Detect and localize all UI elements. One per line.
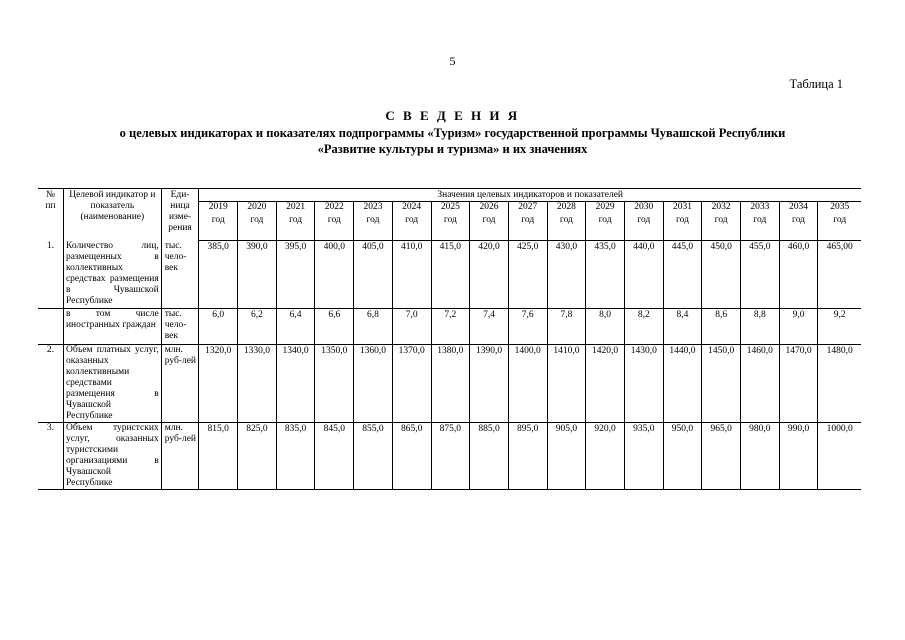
- row-value-2026: 1390,0: [470, 345, 509, 423]
- row-value-2022: 400,0: [315, 241, 354, 309]
- row-value-2034: 990,0: [779, 423, 818, 490]
- header-num-text: № пп: [45, 190, 56, 211]
- row-value-2032: 8,6: [702, 309, 741, 345]
- header-year-2028: [547, 202, 586, 241]
- row-value-2031: 8,4: [663, 309, 702, 345]
- row-value-2032: 1450,0: [702, 345, 741, 423]
- header-year-2035: [818, 202, 861, 241]
- row-unit: тыс. чело-век: [161, 309, 199, 345]
- header-year-value: 2022: [324, 202, 344, 212]
- header-year-word: год: [753, 215, 767, 225]
- row-value-2033: 8,8: [741, 309, 780, 345]
- row-value-2020: 6,2: [238, 309, 277, 345]
- row-value-2021: 1340,0: [276, 345, 315, 423]
- row-number: 2.: [38, 345, 63, 423]
- header-year-word: год: [675, 215, 689, 225]
- header-year-word: год: [714, 215, 728, 225]
- row-value-2019: 1320,0: [199, 345, 238, 423]
- row-value-2032: 965,0: [702, 423, 741, 490]
- row-value-2025: 7,2: [431, 309, 470, 345]
- row-value-2025: 1380,0: [431, 345, 470, 423]
- row-value-2030: 935,0: [624, 423, 663, 490]
- header-year-2032: [702, 202, 741, 241]
- header-year-value: 2033: [750, 202, 770, 212]
- row-unit: тыс. чело-век: [161, 241, 199, 309]
- header-year-value: 2027: [518, 202, 538, 212]
- row-value-2024: 410,0: [392, 241, 431, 309]
- row-value-2035: 1480,0: [818, 345, 861, 423]
- header-year-2026: [470, 202, 509, 241]
- row-value-2031: 445,0: [663, 241, 702, 309]
- row-unit: млн. руб-лей: [161, 345, 199, 423]
- row-value-2020: 825,0: [238, 423, 277, 490]
- header-year-2019: [199, 202, 238, 241]
- row-value-2027: 425,0: [508, 241, 547, 309]
- header-year-value: 2021: [286, 202, 306, 212]
- header-indicator-text: Целевой индикатор и показатель (наименование): [69, 190, 156, 222]
- document-subtitle: [0, 125, 905, 157]
- header-year-word: год: [637, 215, 651, 225]
- row-value-2032: 450,0: [702, 241, 741, 309]
- header-year-word: год: [833, 215, 847, 225]
- table-row: [38, 345, 861, 423]
- row-value-2028: 430,0: [547, 241, 586, 309]
- row-value-2028: 905,0: [547, 423, 586, 490]
- row-indicator-name: Объем платных услуг, оказанных коллективными средствами размещения в Чувашской Республике: [63, 345, 161, 423]
- header-unit: [161, 189, 199, 241]
- row-value-2033: 455,0: [741, 241, 780, 309]
- row-value-2035: 9,2: [818, 309, 861, 345]
- row-value-2027: 1400,0: [508, 345, 547, 423]
- row-value-2020: 1330,0: [238, 345, 277, 423]
- row-value-2020: 390,0: [238, 241, 277, 309]
- row-value-2024: 865,0: [392, 423, 431, 490]
- header-year-2023: [354, 202, 393, 241]
- row-unit: млн. руб-лей: [161, 423, 199, 490]
- subtitle-line-1: о целевых индикаторах и показателях подпрограммы «Туризм» государственной программы Чувашской Республики: [119, 126, 786, 140]
- header-indicator: [63, 189, 161, 241]
- header-year-value: 2026: [479, 202, 499, 212]
- row-value-2034: 460,0: [779, 241, 818, 309]
- row-value-2034: 1470,0: [779, 345, 818, 423]
- row-value-2031: 1440,0: [663, 345, 702, 423]
- subtitle-line-2: «Развитие культуры и туризма» и их значениях: [317, 142, 588, 156]
- row-value-2033: 980,0: [741, 423, 780, 490]
- header-year-2027: [508, 202, 547, 241]
- table-label: Таблица 1: [789, 77, 843, 91]
- header-year-2033: [741, 202, 780, 241]
- indicators-table: [38, 188, 861, 490]
- row-value-2019: 815,0: [199, 423, 238, 490]
- header-year-value: 2020: [247, 202, 267, 212]
- row-value-2034: 9,0: [779, 309, 818, 345]
- header-year-2024: [392, 202, 431, 241]
- table-row: [38, 423, 861, 490]
- row-value-2031: 950,0: [663, 423, 702, 490]
- header-values-group-text: Значения целевых индикаторов и показателей: [437, 190, 623, 200]
- header-year-2034: [779, 202, 818, 241]
- header-year-2029: [586, 202, 625, 241]
- row-value-2029: 920,0: [586, 423, 625, 490]
- header-year-2020: [238, 202, 277, 241]
- row-value-2029: 1420,0: [586, 345, 625, 423]
- header-year-value: 2034: [789, 202, 809, 212]
- row-value-2029: 8,0: [586, 309, 625, 345]
- header-year-value: 2031: [672, 202, 692, 212]
- row-value-2019: 6,0: [199, 309, 238, 345]
- header-year-2025: [431, 202, 470, 241]
- row-value-2025: 415,0: [431, 241, 470, 309]
- header-unit-text: Еди-ница изме-рения: [168, 190, 192, 233]
- header-year-2021: [276, 202, 315, 241]
- row-value-2030: 440,0: [624, 241, 663, 309]
- row-value-2022: 1350,0: [315, 345, 354, 423]
- row-value-2024: 1370,0: [392, 345, 431, 423]
- row-value-2028: 7,8: [547, 309, 586, 345]
- row-value-2019: 385,0: [199, 241, 238, 309]
- table-body: [38, 241, 861, 490]
- header-year-word: год: [405, 215, 419, 225]
- header-year-word: год: [250, 215, 264, 225]
- row-number: 1.: [38, 241, 63, 309]
- row-value-2029: 435,0: [586, 241, 625, 309]
- header-year-value: 2035: [830, 202, 850, 212]
- row-indicator-name: в том числе иностранных граждан: [63, 309, 161, 345]
- header-year-word: год: [327, 215, 341, 225]
- row-value-2026: 420,0: [470, 241, 509, 309]
- row-value-2022: 6,6: [315, 309, 354, 345]
- header-year-value: 2030: [634, 202, 654, 212]
- row-value-2023: 405,0: [354, 241, 393, 309]
- header-year-word: год: [521, 215, 535, 225]
- row-indicator-name: Объем туристских услуг, оказанных туристскими организациями в Чувашской Республике: [63, 423, 161, 490]
- header-year-2022: [315, 202, 354, 241]
- header-year-value: 2019: [208, 202, 228, 212]
- header-year-value: 2032: [711, 202, 731, 212]
- header-year-word: год: [443, 215, 457, 225]
- header-year-word: год: [289, 215, 303, 225]
- row-value-2021: 395,0: [276, 241, 315, 309]
- header-year-value: 2024: [402, 202, 422, 212]
- row-value-2030: 1430,0: [624, 345, 663, 423]
- header-year-2031: [663, 202, 702, 241]
- row-value-2027: 895,0: [508, 423, 547, 490]
- header-year-2030: [624, 202, 663, 241]
- row-value-2030: 8,2: [624, 309, 663, 345]
- table-row: [38, 309, 861, 345]
- row-value-2033: 1460,0: [741, 345, 780, 423]
- page-number: 5: [449, 54, 456, 68]
- document-title: С В Е Д Е Н И Я: [385, 108, 520, 123]
- header-year-word: год: [792, 215, 806, 225]
- header-year-word: год: [366, 215, 380, 225]
- row-value-2027: 7,6: [508, 309, 547, 345]
- header-year-value: 2029: [595, 202, 615, 212]
- row-value-2023: 6,8: [354, 309, 393, 345]
- header-year-word: год: [211, 215, 225, 225]
- row-value-2021: 835,0: [276, 423, 315, 490]
- row-value-2035: 465,00: [818, 241, 861, 309]
- row-indicator-name: Количество лиц, размещенных в коллективных средствах размещения в Чувашской Республике: [63, 241, 161, 309]
- header-year-word: год: [482, 215, 496, 225]
- header-num: [38, 189, 63, 241]
- header-year-value: 2023: [363, 202, 383, 212]
- row-value-2023: 1360,0: [354, 345, 393, 423]
- row-value-2026: 7,4: [470, 309, 509, 345]
- row-value-2022: 845,0: [315, 423, 354, 490]
- row-value-2035: 1000,0: [818, 423, 861, 490]
- row-number: 3.: [38, 423, 63, 490]
- header-year-word: год: [598, 215, 612, 225]
- header-year-word: год: [559, 215, 573, 225]
- row-value-2025: 875,0: [431, 423, 470, 490]
- table-row: [38, 241, 861, 309]
- row-value-2023: 855,0: [354, 423, 393, 490]
- row-value-2026: 885,0: [470, 423, 509, 490]
- row-value-2021: 6,4: [276, 309, 315, 345]
- row-value-2024: 7,0: [392, 309, 431, 345]
- row-value-2028: 1410,0: [547, 345, 586, 423]
- header-values-group: [199, 189, 861, 202]
- header-year-value: 2025: [440, 202, 460, 212]
- header-row-1: [38, 189, 861, 202]
- header-year-value: 2028: [556, 202, 576, 212]
- row-number: [38, 309, 63, 345]
